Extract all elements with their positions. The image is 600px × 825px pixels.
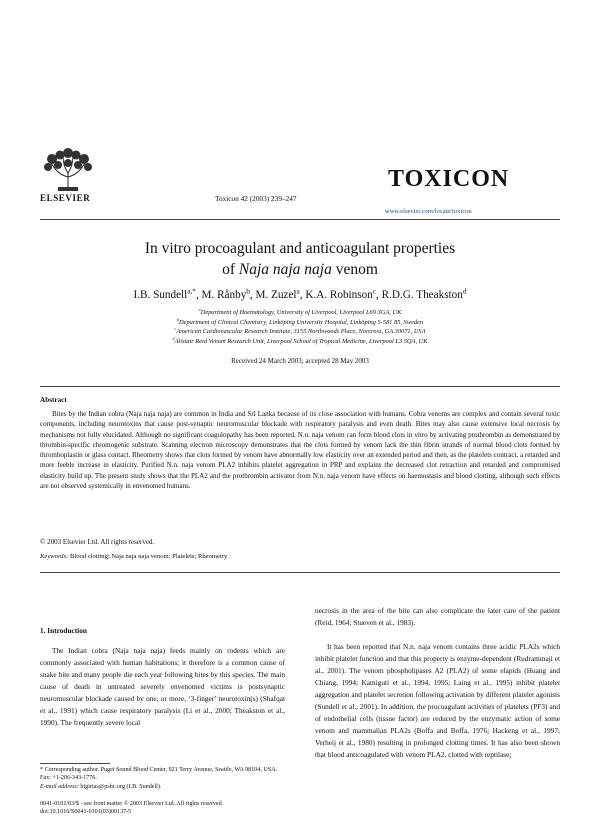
article-title-line2 [0,259,600,280]
intro-left-paragraph: The Indian cobra (Naja naja naja) feeds mainly on rodents which are commonly associated with human habitations; it therefore is a common cause of snake bite and many people die each year following bites by this species. The main cause of death in untreated severely envenomed victims is postsynaptic neuromuscular blockade caused by one, or more, ‘3-finger’ neurotoxin(s) (Shafqat et al., 1991) which cause respiratory paralysis (Li et al., 2000; Theakston et al., 1990). The frequently severe local [40,646,285,727]
author: R.D.G. Theakston$^d$ [381,287,467,301]
received-dates: Received 24 March 2003; accepted 28 May 2003 [231,357,369,365]
keywords-list: Blood clotting; Naja naja naja venom; Platelets; Rheometry [69,553,228,560]
abstract-top-divider [40,386,560,387]
header-divider [40,219,560,220]
title-suffix: venom [331,261,378,278]
keywords [40,553,227,560]
elsevier-tree-logo [40,147,96,193]
abstract-heading: Abstract [40,396,67,404]
affiliation: $^c$American Cardiovascular Research Institute, 3155 Northwoods Place, Norcross, GA 30071, USA [174,326,426,336]
section-heading: 1. Introduction [40,626,87,635]
author: I.B. Sundell$^{a,*}$, [133,287,202,301]
publisher-name: ELSEVIER [40,193,91,203]
affiliation: $^d$Alistair Reid Venom Research Unit, Liverpool School of Tropical Medicine, Liverpool L3 5QA, UK [172,335,428,346]
publication-info [40,800,300,817]
footnote-divider [40,763,110,764]
journal-citation: Toxicon 42 (2003) 239–247 [215,194,297,203]
author: M. Zuzel$^a$, [255,287,306,301]
author: M. Rånby$^b$, [201,287,256,301]
author: K.A. Robinson$^c$, [305,287,382,301]
corresponding-author-footnote [40,766,285,791]
article-title-line1: In vitro procoagulant and anticoagulant properties [144,240,456,257]
intro-right-paragraph-1: necrosis in the area of the bite can also complicate the later care of the patient (Reid, 1964; Stueven et al., 1983). [315,606,560,627]
journal-url-link[interactable]: www.elsevier.com/locate/toxicon [385,208,472,215]
journal-name: TOXICON [388,166,510,192]
affiliation: $^a$Department of Haematology, University of Liverpool, Liverpool L69 3GA, UK [198,306,402,316]
footnote-text: * Corresponding author. Puget Sound Blood Center, 921 Terry Avenue, Seattle, WA 98104, USA. Fax: +1-206-343-1776. [40,767,278,782]
footnote-email [40,783,285,791]
elsevier-logo-graphic [40,147,96,193]
keywords-label: Keywords: [40,553,69,560]
affiliation-list [0,308,600,347]
title-prefix: of [222,261,239,278]
title-species: Naja naja naja [238,261,332,278]
author-list [0,289,600,301]
affiliation: $^b$Department of Clinical Chemistry, Linköping University Hospital, Linköping S-581 85, Sweden [176,316,424,326]
abstract-text: Bites by the Indian cobra (Naja naja naja) are common in India and Sri Lanka because of its close association with humans. Cobra venoms are complex and contain several toxic components, including neurotoxins that cause post-synaptic neuromuscular blockade with respiratory paralysis and even death. Bites may also cause extensive local necrosis by mechanisms not fully elucidated. Although no significant coagulopathy has been reported, N.n. naja venom can form blood clots in vitro by activating prothrombin as demonstrated by thrombin-specific chromogenic substrate. Scanning electron microscopy demonstrates that the clots formed by venom lack the thin fibrin strands of normal blood clots formed by thromboplastin or glass contact. Rheometry shows that clots formed by venom have abnormally low elasticity over an extended period and then, as the platelets contract, a retarded and more feeble increase in elasticity. Purified N.n. naja venom PLA2 inhibits platelet aggregation in PRP and explains the decreased clot retraction and retarded and compromised elasticity build up. The present study shows that the PLA2 and the prothrombin activator from N.n. naja venom have effects on haemostasis and blood clotting, although such effects are not observed systemically in envenomed humans. [40,410,560,491]
abstract-bottom-divider [40,572,560,573]
issn-line: 0041-0101/03/$ - see front matter © 2003 Elsevier Ltd. All rights reserved. [40,801,224,807]
email-label: E-mail address: [40,783,79,790]
doi-line: doi:10.1016/S0041-0101(03)00137-5 [40,809,132,816]
abstract-copyright: © 2003 Elsevier Ltd. All rights reserved. [40,538,155,546]
intro-right-paragraph-2: It has been reported that N.n. naja venom contains three acidic PLA2s which inhibit platelet function and that this property is enzyme-dependent (Rudrammaji et al., 2001). The venom phospholipases A2 (PLA2) of some elapids (Huang and Chiang, 1994; Kamiguti et al., 1994, 1995; Laing et al., 1995) inhibit platelet aggregation and platelet secretion following activation by different platelet agonists (Sundell et al., 2001). In addition, the procoagulant activities of platelets (PF3) and of endothelial cells (tissue factor) are reduced by the enzymatic action of some venom and mammalian PLA2s (Boffa and Boffa, 1976; Hackeng et al., 1997; Verheij et al., 1980) resulting in prolonged clotting times. It has also been shown that blood anticoagulated with venom PLA2, clotted with reptilase; [315,642,560,759]
email-address: bigirtas@psbc.org (I.B. Sundell). [80,783,162,790]
